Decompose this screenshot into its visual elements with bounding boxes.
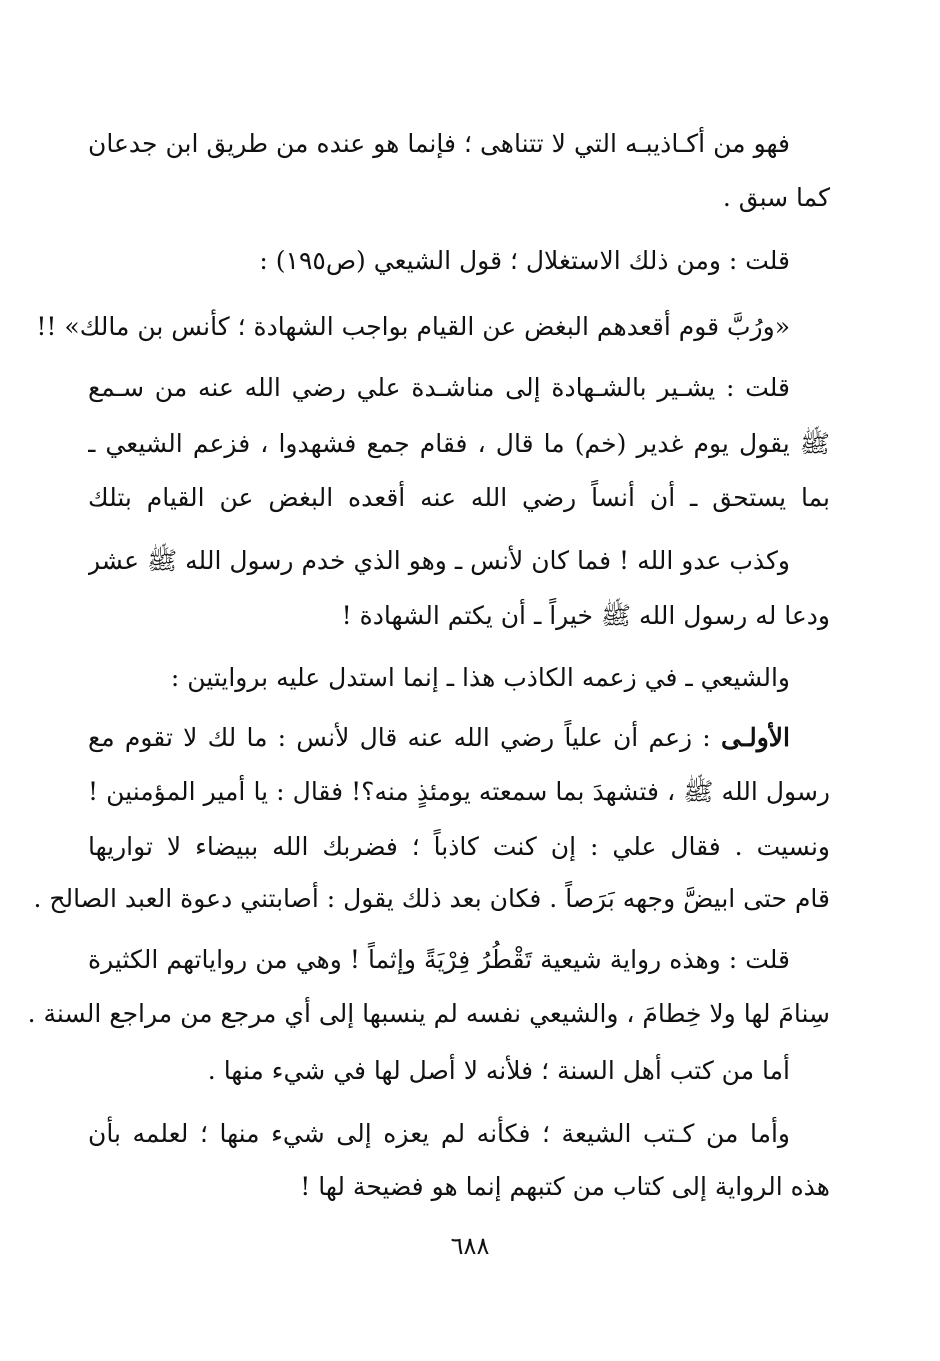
text-line: كما سبق . <box>722 183 830 212</box>
text-line: بما يستحق ـ أن أنساً رضي الله عنه أقعده البغض عن القيام بتلك <box>88 483 830 512</box>
text-line: والشيعي ـ في زعمه الكاذب هذا ـ إنما استدل عليه بروايتين : <box>170 663 790 692</box>
quote-line: «ورُبَّ قوم أقعدهم البغض عن القيام بواجب الشهادة ؛ كأنس بن مالك» !! <box>36 312 790 341</box>
text-line: ونسيت . فقال علي : إن كنت كاذباً ؛ فضربك الله ببيضاء لا تواريها <box>88 832 830 861</box>
text-line: فهو من أكـاذيبـه التي لا تتناهى ؛ فإنما هو عنده من طريق ابن جدعان <box>88 129 790 158</box>
text-line: وكذب عدو الله ! فما كان لأنس ـ وهو الذي خدم رسول الله ﷺ عشر <box>88 546 790 575</box>
text-line: أما من كتب أهل السنة ؛ فلأنه لا أصل لها في شيء منها . <box>207 1056 790 1085</box>
text-line: هذه الرواية إلى كتاب من كتبهم إنما هو فضيحة لها ! <box>300 1172 830 1201</box>
first-narration-heading: الأولـى <box>720 723 790 752</box>
text-line: ودعا له رسول الله ﷺ خيراً ـ أن يكتم الشهادة ! <box>341 601 830 630</box>
text-line: قلت : يشـير بالشـهادة إلى مناشـدة علي رضي الله عنه من سـمع <box>88 373 790 402</box>
text-line: قلت : وهذه رواية شيعية تَقْطُرُ فِرْيَةً وإثماً ! وهي من رواياتهم الكثيرة <box>88 945 790 974</box>
text-line: وأما من كـتب الشيعة ؛ فكأنه لم يعزه إلى شيء منها ؛ لعلمه بأن <box>88 1119 790 1148</box>
text-line: رسول الله ﷺ ، فتشهدَ بما سمعته يومئذٍ منه؟! فقال : يا أمير المؤمنين ! <box>88 777 830 806</box>
text-line: سِنامَ لها ولا خِطامَ ، والشيعي نفسه لم ينسبها إلى أي مرجع من مراجع السنة . <box>27 999 830 1028</box>
text-line: ﷺ يقول يوم غدير (خم) ما قال ، فقام جمع فشهدوا ، فزعم الشيعي ـ <box>88 429 830 458</box>
text-run: : زعم أن علياً رضي الله عنه قال لأنس : ما لك لا تقوم مع <box>88 723 711 752</box>
text-line <box>88 716 790 760</box>
text-line: قلت : ومن ذلك الاستغلال ؛ قول الشيعي (ص١٩٥) : <box>259 246 790 275</box>
text-line: قام حتى ابيضَّ وجهه بَرَصاً . فكان بعد ذلك يقول : أصابتني دعوة العبد الصالح . <box>33 884 830 913</box>
page-number: ٦٨٨ <box>450 1232 490 1260</box>
